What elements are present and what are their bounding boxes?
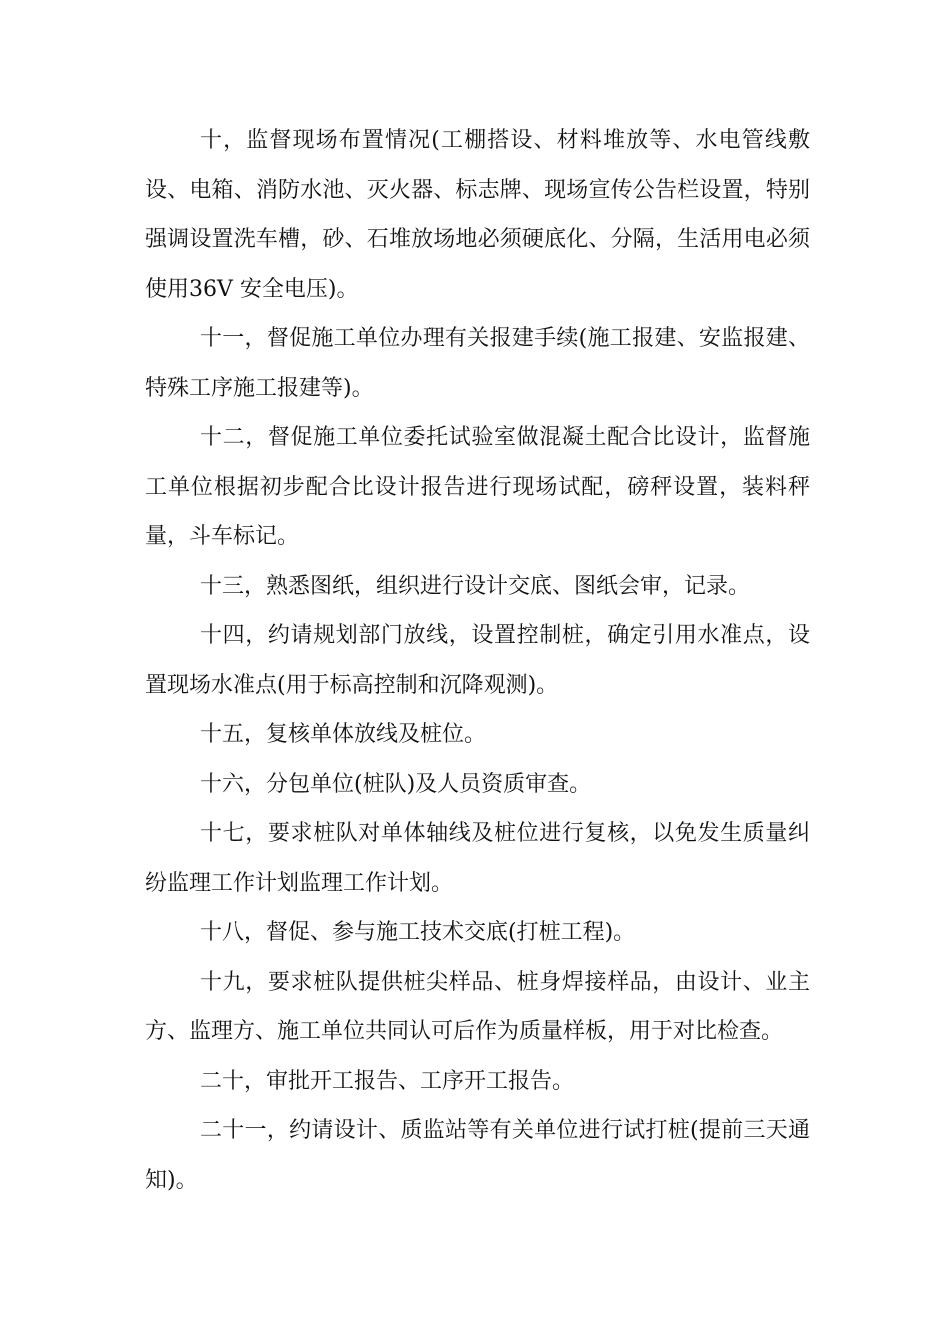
paragraph-10: 十，监督现场布置情况(工棚搭设、材料堆放等、水电管线敷设、电箱、消防水池、灭火器、标志牌、现场宣传公告栏设置，特别强调设置洗车槽，砂、石堆放场地必须硬底化、分隔，生活用电必须使用36V 安全电压)。 xyxy=(145,128,810,302)
paragraph-13: 十三，熟悉图纸，组织进行设计交底、图纸会审，记录。 xyxy=(200,573,751,599)
paragraph-17: 十七，要求桩队对单体轴线及桩位进行复核，以免发生质量纠纷监理工作计划监理工作计划。 xyxy=(145,821,810,896)
paragraph-11: 十一，督促施工单位办理有关报建手续(施工报建、安监报建、特殊工序施工报建等)。 xyxy=(145,326,810,401)
paragraph-15: 十五，复核单体放线及桩位。 xyxy=(200,722,487,747)
paragraph-19: 十九，要求桩队提供桩尖样品、桩身焊接样品，由设计、业主方、监理方、施工单位共同认可后作为质量样板，用于对比检查。 xyxy=(145,969,810,1044)
paragraph-20: 二十，审批开工报告、工序开工报告。 xyxy=(200,1068,575,1094)
paragraph-14: 十四，约请规划部门放线，设置控制桩，确定引用水准点，设置现场水准点(用于标高控制和沉降观测)。 xyxy=(145,623,810,698)
document-body xyxy=(145,116,810,1205)
paragraph-16: 十六，分包单位(桩队)及人员资质审查。 xyxy=(200,771,592,797)
paragraph-12: 十二，督促施工单位委托试验室做混凝土配合比设计，监督施工单位根据初步配合比设计报告进行现场试配，磅秤设置，装料秤量，斗车标记。 xyxy=(145,425,810,549)
paragraph-18: 十八，督促、参与施工技术交底(打桩工程)。 xyxy=(200,920,636,945)
paragraph-21: 二十一，约请设计、质监站等有关单位进行试打桩(提前三天通知)。 xyxy=(145,1118,810,1193)
